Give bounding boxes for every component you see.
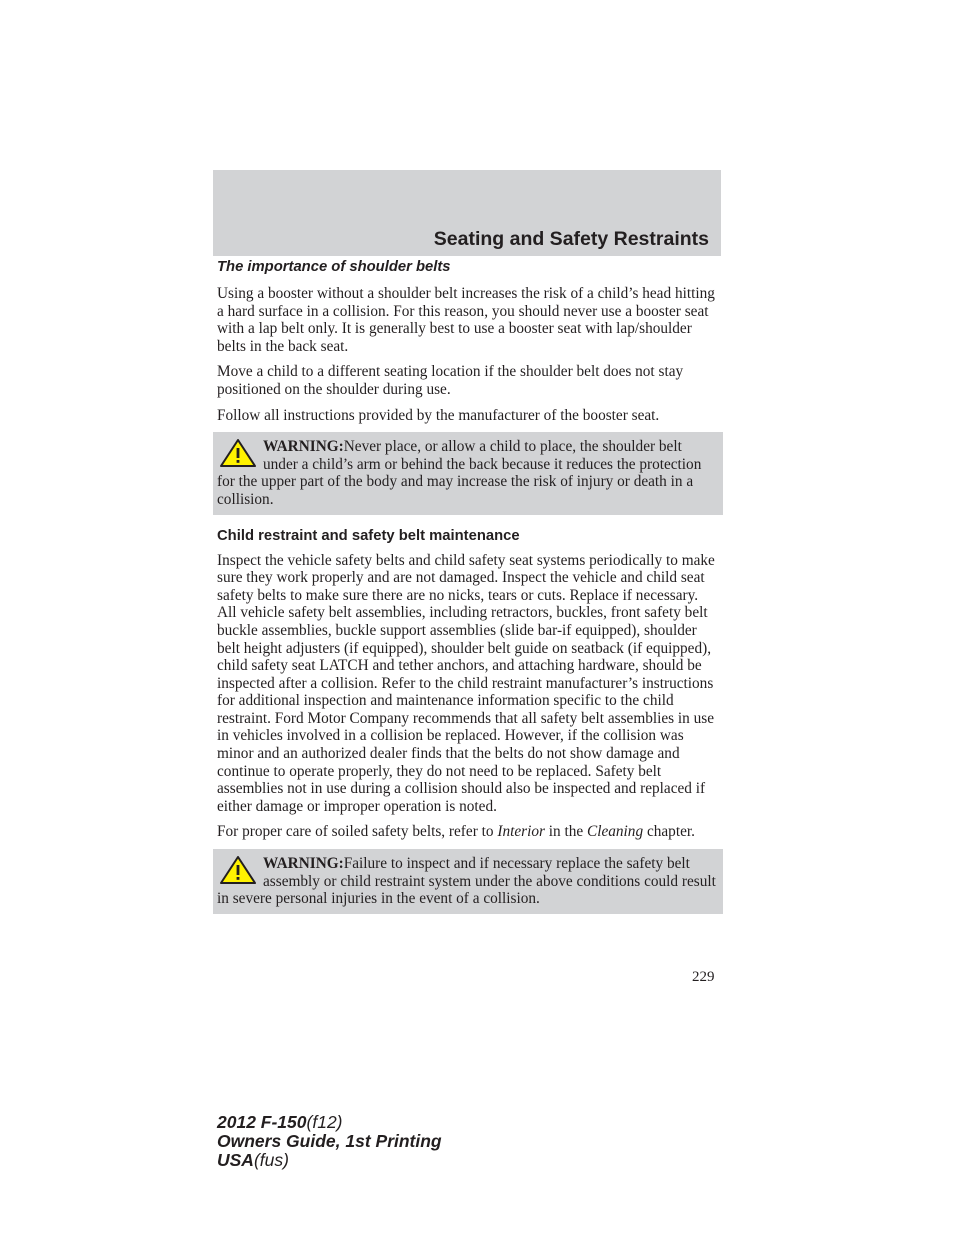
warning-triangle-icon xyxy=(219,438,257,468)
section-title: Seating and Safety Restraints xyxy=(433,228,709,250)
shoulder-belts-heading: The importance of shoulder belts xyxy=(217,259,451,275)
soiled-belts-mid: in the xyxy=(548,823,584,841)
warning-text: Failure to inspect and if necessary replace the safety belt assembly or child restraint system under the above conditions could result in severe personal injuries in the event of a collision. xyxy=(217,855,716,908)
warning-triangle-icon xyxy=(219,855,257,885)
warning-box-inspection xyxy=(213,849,723,914)
paragraph-soiled-belts xyxy=(217,823,719,841)
soiled-belts-suffix: chapter. xyxy=(646,823,695,841)
page-content xyxy=(217,258,719,924)
footer-region-code: (fus) xyxy=(253,1150,289,1170)
document-footer xyxy=(217,1113,442,1170)
warning-label: WARNING: xyxy=(263,855,344,873)
footer-model: 2012 F-150 xyxy=(217,1112,307,1132)
footer-guide-line: Owners Guide, 1st Printing xyxy=(217,1131,442,1151)
interior-reference: Interior xyxy=(497,823,545,841)
warning-text: Never place, or allow a child to place, the shoulder belt under a child’s arm or behind the back because it reduces the protection for the upper part of the body and may increase the risk of injury or death in a collision. xyxy=(217,438,702,508)
footer-region-line xyxy=(217,1151,442,1170)
paragraph-move-child: Move a child to a different seating location if the shoulder belt does not stay positioned on the shoulder during use. xyxy=(217,363,684,398)
warning-box-shoulder-belt xyxy=(213,432,723,514)
warning-label: WARNING: xyxy=(263,438,344,456)
footer-model-line xyxy=(217,1113,442,1132)
cleaning-reference: Cleaning xyxy=(587,823,644,841)
section-header-bar xyxy=(213,170,721,256)
footer-region: USA xyxy=(217,1150,254,1170)
paragraph-booster-risk: Using a booster without a shoulder belt increases the risk of a child’s head hitting a hard surface in a collision. For this reason, you should never use a booster seat with a lap belt only. It is generally best to use a booster seat with lap/shoulder belts in the back seat. xyxy=(217,285,715,355)
maintenance-heading: Child restraint and safety belt maintenance xyxy=(217,527,520,544)
soiled-belts-prefix: For proper care of soiled safety belts, refer to xyxy=(217,823,494,841)
footer-model-code: (f12) xyxy=(306,1112,343,1132)
page-number: 229 xyxy=(692,969,715,985)
paragraph-follow-instructions: Follow all instructions provided by the manufacturer of the booster seat. xyxy=(217,406,660,424)
paragraph-inspect-belts: Inspect the vehicle safety belts and child safety seat systems periodically to make sure they work properly and are not damaged. Inspect the vehicle and child seat safety belts to make sure there are no nicks, tears or cuts. Replace if necessary. All vehicle safety belt assemblies, including retractors, buckles, front safety belt buckle assemblies, buckle support assemblies (slide bar-if equipped), shoulder belt height adjusters (if equipped), shoulder belt guide on seatback (if equipped), child safety seat LATCH and tether anchors, and attaching hardware, should be inspected after a collision. Refer to the child restraint manufacturer’s instructions for additional inspection and maintenance information specific to the child restraint. Ford Motor Company recommends that all safety belt assemblies in use in vehicles involved in a collision be replaced. However, if the collision was minor and an authorized dealer finds that the belts do not show damage and continue to operate properly, they do not need to be replaced. Safety belt assemblies not in use during a collision should also be inspected and replaced if either damage or improper operation is noted. xyxy=(217,551,715,815)
